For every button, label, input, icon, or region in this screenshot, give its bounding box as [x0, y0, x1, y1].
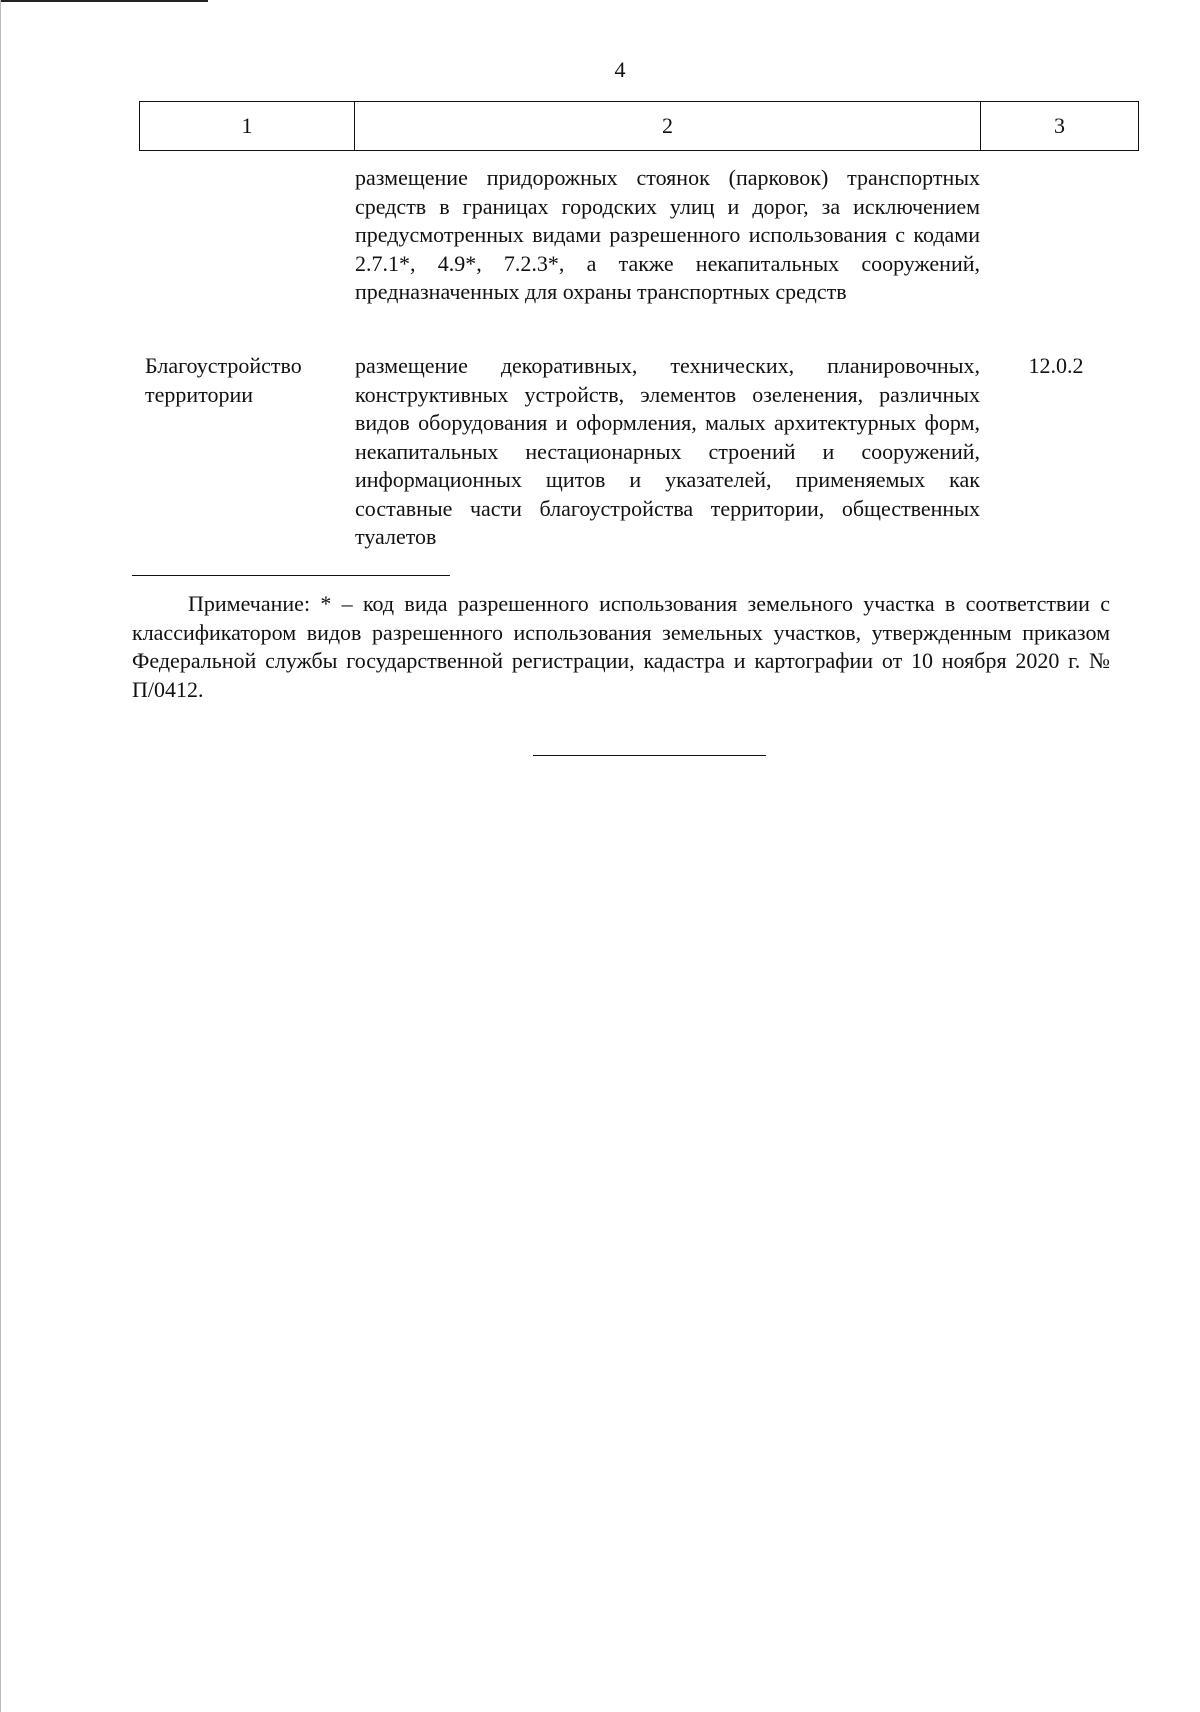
table-cell-description: размещение придорожных стоянок (парковок) транспортных средств в границах городских улиц и дорог, за исключением предусмотренных видами разрешенного использования с кодами 2.7.1*, 4.9*, 7.2.3*, а также некапитальных сооружений, предназначенных для охраны транспортных средств	[355, 165, 980, 304]
footnote-divider	[132, 575, 450, 576]
document-end-line	[533, 755, 766, 756]
table-cell-code: 12.0.2	[1028, 353, 1084, 378]
table-header-col-2: 2	[355, 102, 981, 150]
scan-artifact-left-edge	[0, 0, 1, 1712]
table-cell-description: размещение декоративных, технических, планировочных, конструктивных устройств, элементов озеленения, различных видов оборудования и оформления, малых архитектурных форм, некапитальных нестационарных строений и сооружений, информационных щитов и указателей, применяемых как составные части благоустройства территории, общественных туалетов	[355, 353, 980, 549]
table-cell-name: Благоустройство территории	[145, 353, 302, 407]
scan-artifact-top-line	[0, 0, 208, 2]
footnote-text: Примечание: * – код вида разрешенного использования земельного участка в соответствии с классификатором видов разрешенного использования земельных участков, утвержденным приказом Федеральной службы государственной регистрации, кадастра и картографии от 10 ноября 2020 г. № П/0412.	[132, 591, 1110, 702]
table-header-row	[139, 101, 1139, 151]
table-header-col-3: 3	[1054, 113, 1065, 138]
table-header-col-1: 1	[140, 102, 355, 150]
page-number: 4	[614, 57, 626, 82]
